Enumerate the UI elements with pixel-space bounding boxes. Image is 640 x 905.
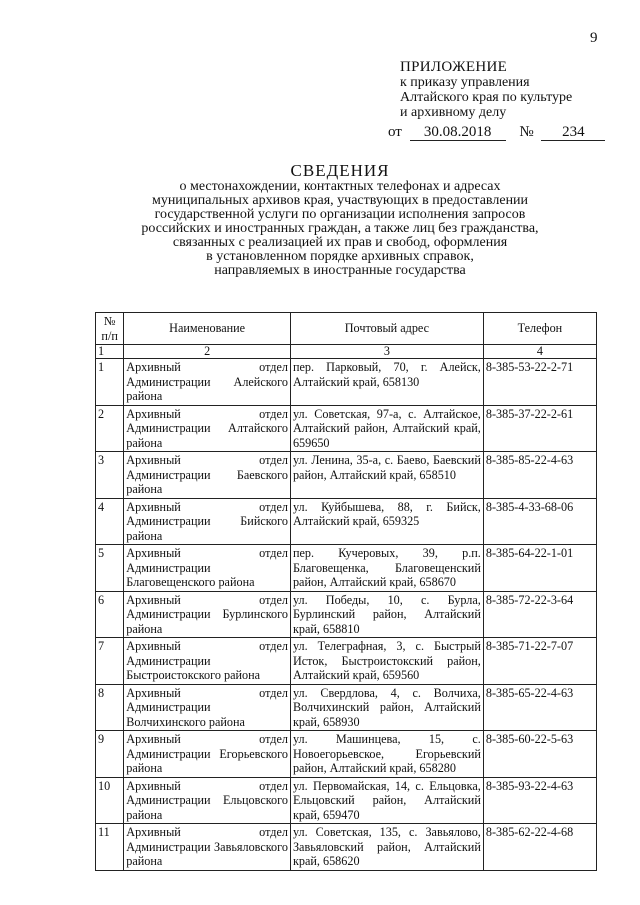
postal-address: ул. Советская, 97-а, с. Алтайское, Алтайский район, Алтайский край, 659650: [290, 405, 483, 452]
title-line: муниципальных архивов края, участвующих в предоставлении: [151, 193, 529, 208]
row-number: 11: [96, 824, 124, 871]
archive-name: Архивный отдел Администрации Егорьевского района: [124, 731, 291, 778]
postal-address: ул. Советская, 135, с. Завьялово, Завьяловский район, Алтайский край, 658620: [290, 824, 483, 871]
phone-number: 8-385-4-33-68-06: [483, 498, 596, 545]
phone-number: 8-385-62-22-4-68: [483, 824, 596, 871]
archive-name: Архивный отдел Администрации Баевского района: [124, 452, 291, 499]
table-row: [96, 359, 597, 406]
archive-name: Архивный отдел Администрации Бийского района: [124, 498, 291, 545]
column-number: 1: [96, 345, 124, 359]
title-line: государственной услуги по организации исполнения запросов: [154, 207, 526, 222]
row-number: 8: [96, 684, 124, 731]
postal-address: ул. Куйбышева, 88, г. Бийск, Алтайский край, 659325: [290, 498, 483, 545]
table-row: [96, 498, 597, 545]
table-row: [96, 591, 597, 638]
title-line: о местонахождении, контактных телефонах и адресах: [179, 179, 501, 194]
table-row: [96, 452, 597, 499]
appendix-block: [400, 60, 572, 120]
table-row: [96, 638, 597, 685]
postal-address: ул. Свердлова, 4, с. Волчиха, Волчихинский район, Алтайский край, 658930: [290, 684, 483, 731]
column-number-row: [96, 345, 597, 359]
title-heading: СВЕДЕНИЯ: [290, 161, 390, 180]
phone-number: 8-385-85-22-4-63: [483, 452, 596, 499]
title-line: в установленном порядке архивных справок,: [206, 249, 474, 264]
table-row: [96, 545, 597, 592]
postal-address: ул. Телеграфная, 3, с. Быстрый Исток, Быстроистокский район, Алтайский край, 659560: [290, 638, 483, 685]
appendix-line: и архивному делу: [400, 105, 507, 120]
column-number: 3: [290, 345, 483, 359]
archive-name: Архивный отдел Администрации Быстроистокского района: [124, 638, 291, 685]
appendix-line: к приказу управления: [400, 75, 530, 90]
header-name: Наименование: [124, 313, 291, 345]
header-num: № п/п: [96, 313, 124, 345]
row-number: 3: [96, 452, 124, 499]
archive-name: Архивный отдел Администрации Ельцовского района: [124, 777, 291, 824]
title-line: связанных с реализацией их прав и свобод, оформления: [172, 235, 508, 250]
table-row: [96, 777, 597, 824]
column-number: 2: [124, 345, 291, 359]
order-date-number: [388, 124, 605, 141]
archive-name: Архивный отдел Администрации Благовещенского района: [124, 545, 291, 592]
archive-name: Архивный отдел Администрации Волчихинского района: [124, 684, 291, 731]
document-title: [40, 162, 640, 278]
title-line: российских и иностранных граждан, а также лиц без гражданства,: [141, 221, 539, 236]
column-number: 4: [483, 345, 596, 359]
appendix-line: Алтайского края по культуре: [400, 90, 573, 105]
archive-name: Архивный отдел Администрации Алтайского района: [124, 405, 291, 452]
archive-name: Архивный отдел Администрации Завьяловского района: [124, 824, 291, 871]
header-phone: Телефон: [483, 313, 596, 345]
postal-address: ул. Ленина, 35-а, с. Баево, Баевский район, Алтайский край, 658510: [290, 452, 483, 499]
phone-number: 8-385-53-22-2-71: [483, 359, 596, 406]
postal-address: пер. Парковый, 70, г. Алейск, Алтайский край, 658130: [290, 359, 483, 406]
table-row: [96, 405, 597, 452]
phone-number: 8-385-37-22-2-61: [483, 405, 596, 452]
archives-table: [95, 312, 597, 871]
phone-number: 8-385-65-22-4-63: [483, 684, 596, 731]
phone-number: 8-385-72-22-3-64: [483, 591, 596, 638]
row-number: 9: [96, 731, 124, 778]
postal-address: ул. Машинцева, 15, с. Новоегорьевское, Егорьевский район, Алтайский край, 658280: [290, 731, 483, 778]
table-row: [96, 684, 597, 731]
postal-address: пер. Кучеровых, 39, р.п. Благовещенка, Благовещенский район, Алтайский край, 658670: [290, 545, 483, 592]
row-number: 5: [96, 545, 124, 592]
postal-address: ул. Победы, 10, с. Бурла, Бурлинский район, Алтайский край, 658810: [290, 591, 483, 638]
table-row: [96, 824, 597, 871]
row-number: 10: [96, 777, 124, 824]
row-number: 4: [96, 498, 124, 545]
header-address: Почтовый адрес: [290, 313, 483, 345]
table-row: [96, 731, 597, 778]
archive-name: Архивный отдел Администрации Бурлинского района: [124, 591, 291, 638]
date-prefix: от: [388, 124, 402, 140]
phone-number: 8-385-60-22-5-63: [483, 731, 596, 778]
postal-address: ул. Первомайская, 14, с. Ельцовка, Ельцовский район, Алтайский край, 659470: [290, 777, 483, 824]
order-date: 30.08.2018: [410, 124, 506, 141]
phone-number: 8-385-71-22-7-07: [483, 638, 596, 685]
row-number: 2: [96, 405, 124, 452]
appendix-heading: ПРИЛОЖЕНИЕ: [400, 59, 508, 75]
order-number: 234: [541, 124, 605, 141]
row-number: 6: [96, 591, 124, 638]
phone-number: 8-385-64-22-1-01: [483, 545, 596, 592]
table-header-row: [96, 313, 597, 345]
phone-number: 8-385-93-22-4-63: [483, 777, 596, 824]
page-number: 9: [590, 30, 598, 46]
archive-name: Архивный отдел Администрации Алейского района: [124, 359, 291, 406]
number-prefix: №: [519, 124, 534, 140]
row-number: 7: [96, 638, 124, 685]
title-line: направляемых в иностранные государства: [214, 263, 466, 278]
row-number: 1: [96, 359, 124, 406]
